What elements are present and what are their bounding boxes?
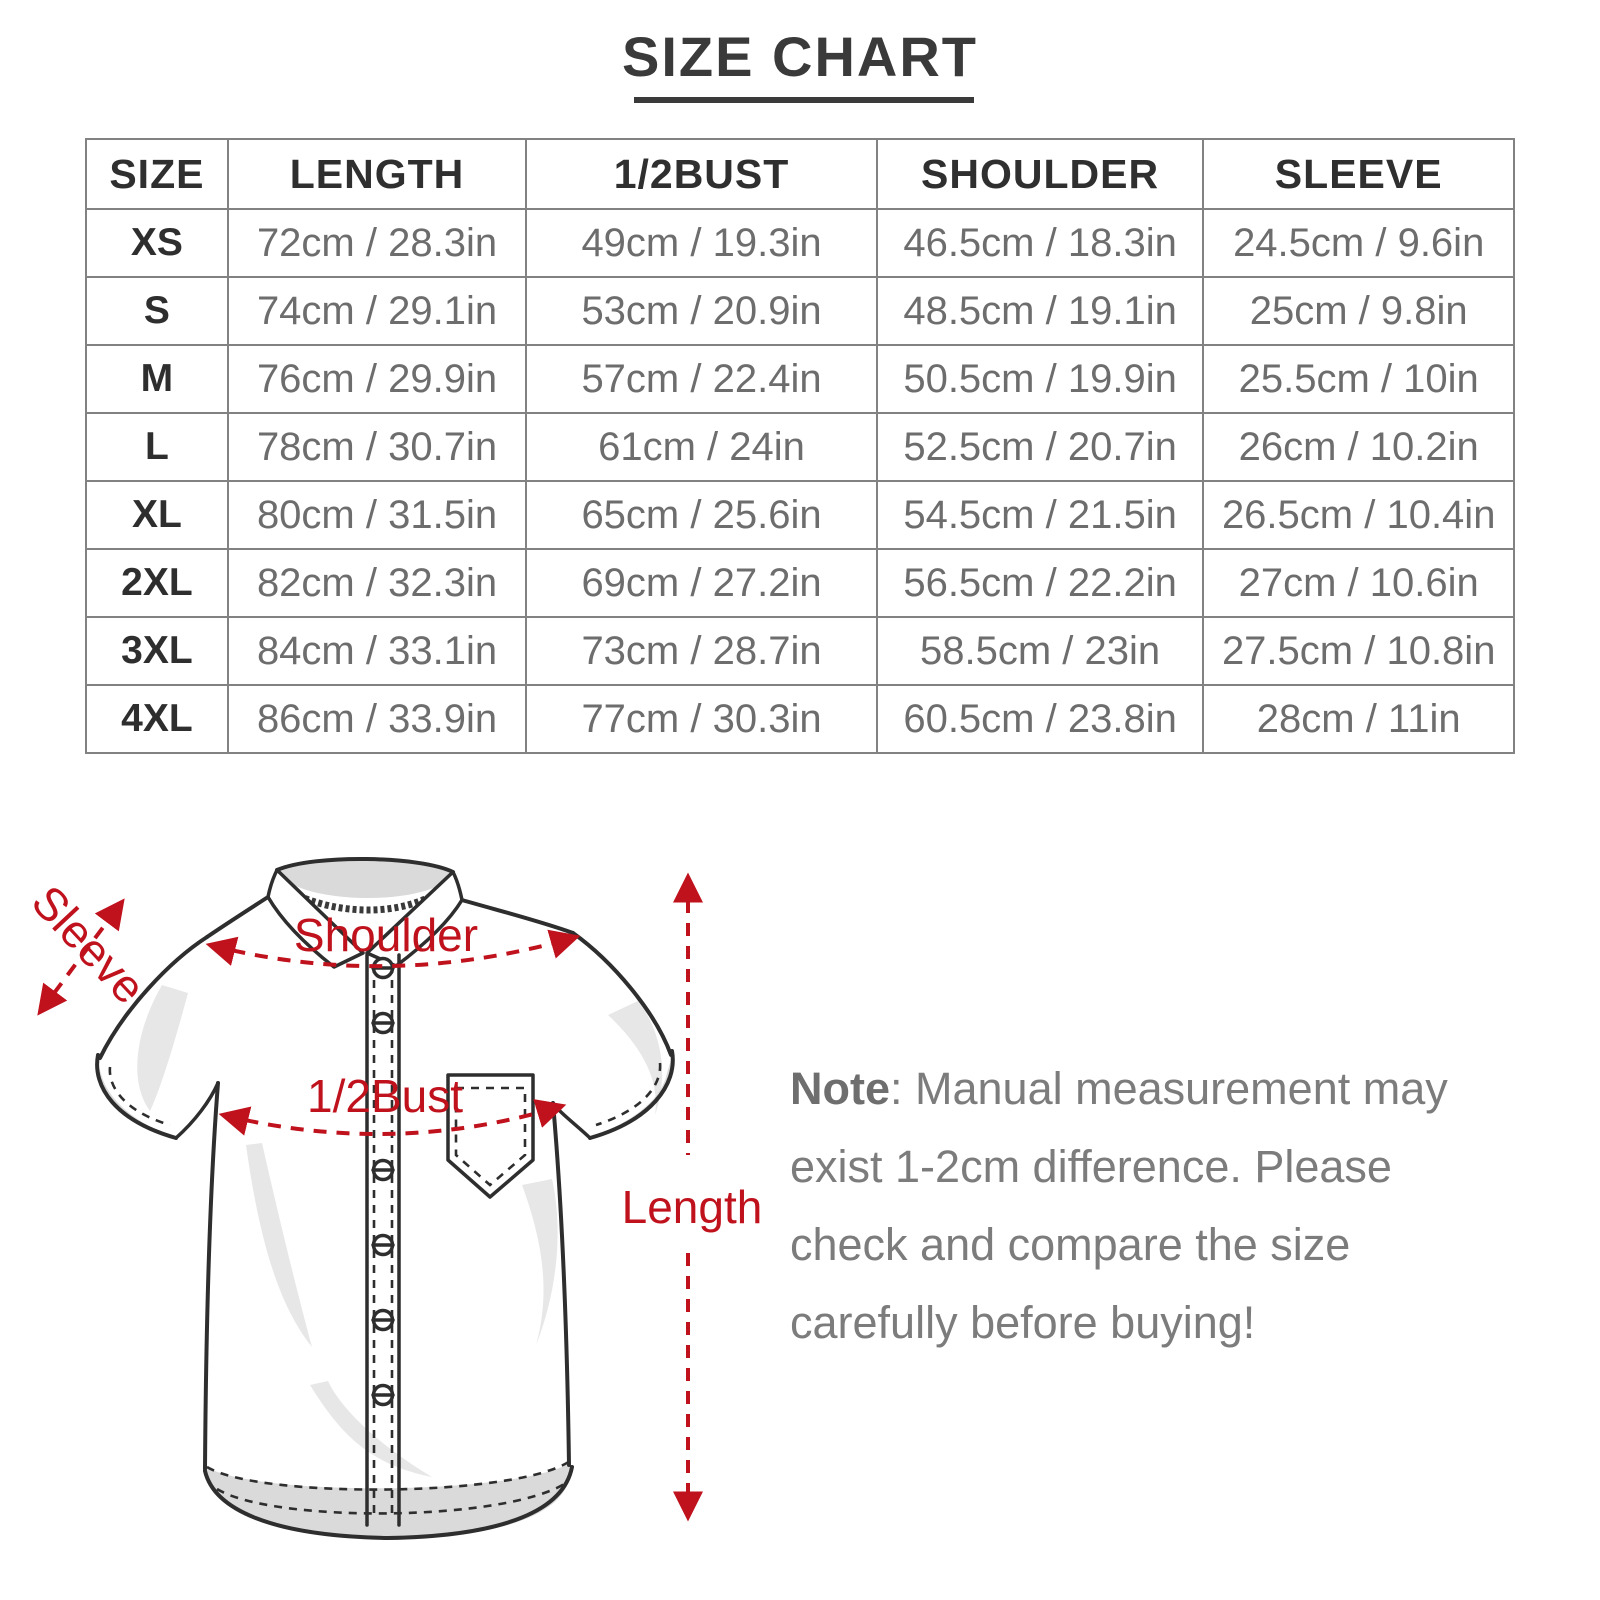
value-cell: 69cm / 27.2in	[526, 549, 877, 617]
right-shoulder-seam	[462, 900, 573, 933]
value-cell: 78cm / 30.7in	[228, 413, 526, 481]
size-cell: 4XL	[86, 685, 228, 753]
header-shoulder: SHOULDER	[877, 139, 1204, 209]
value-cell: 25.5cm / 10in	[1203, 345, 1514, 413]
body-right-edge	[553, 1103, 569, 1465]
table-row	[86, 617, 1514, 685]
value-cell: 56.5cm / 22.2in	[877, 549, 1204, 617]
value-cell: 24.5cm / 9.6in	[1203, 209, 1514, 277]
value-cell: 60.5cm / 23.8in	[877, 685, 1204, 753]
value-cell: 53cm / 20.9in	[526, 277, 877, 345]
value-cell: 82cm / 32.3in	[228, 549, 526, 617]
size-cell: M	[86, 345, 228, 413]
value-cell: 27cm / 10.6in	[1203, 549, 1514, 617]
table-row	[86, 685, 1514, 753]
value-cell: 26cm / 10.2in	[1203, 413, 1514, 481]
size-cell: 2XL	[86, 549, 228, 617]
page-title: SIZE CHART	[622, 25, 978, 88]
measurement-note	[790, 1050, 1498, 1362]
value-cell: 72cm / 28.3in	[228, 209, 526, 277]
note-text: : Manual measurement may exist 1-2cm difference. Please check and compare the size carefully before buying!	[790, 1063, 1448, 1348]
shade-left-sleeve	[137, 985, 188, 1111]
size-table	[85, 138, 1515, 754]
header-length: LENGTH	[228, 139, 526, 209]
value-cell: 77cm / 30.3in	[526, 685, 877, 753]
size-cell: XL	[86, 481, 228, 549]
table-row	[86, 549, 1514, 617]
value-cell: 25cm / 9.8in	[1203, 277, 1514, 345]
table-row	[86, 413, 1514, 481]
shade-body-lower	[310, 1381, 432, 1477]
size-cell: L	[86, 413, 228, 481]
value-cell: 73cm / 28.7in	[526, 617, 877, 685]
bust-label: 1/2Bust	[307, 1070, 463, 1122]
value-cell: 46.5cm / 18.3in	[877, 209, 1204, 277]
value-cell: 28cm / 11in	[1203, 685, 1514, 753]
sleeve-label: Sleeve	[21, 875, 156, 1014]
value-cell: 57cm / 22.4in	[526, 345, 877, 413]
length-label: Length	[621, 1181, 763, 1233]
shade-body-left	[246, 1143, 312, 1347]
value-cell: 27.5cm / 10.8in	[1203, 617, 1514, 685]
value-cell: 84cm / 33.1in	[228, 617, 526, 685]
shade-right-body	[522, 1179, 558, 1345]
value-cell: 26.5cm / 10.4in	[1203, 481, 1514, 549]
value-cell: 86cm / 33.9in	[228, 685, 526, 753]
value-cell: 58.5cm / 23in	[877, 617, 1204, 685]
size-cell: S	[86, 277, 228, 345]
shoulder-label: Shoulder	[293, 909, 479, 961]
body-left-edge	[205, 1083, 218, 1469]
note-label: Note	[790, 1063, 890, 1114]
size-cell: XS	[86, 209, 228, 277]
right-sleeve-inner-seam	[553, 1103, 590, 1138]
table-row	[86, 277, 1514, 345]
value-cell: 61cm / 24in	[526, 413, 877, 481]
value-cell: 49cm / 19.3in	[526, 209, 877, 277]
shirt-measurement-diagram	[10, 825, 770, 1585]
size-table-body	[86, 209, 1514, 753]
table-row	[86, 345, 1514, 413]
value-cell: 48.5cm / 19.1in	[877, 277, 1204, 345]
left-sleeve-inner-seam	[176, 1083, 218, 1138]
value-cell: 52.5cm / 20.7in	[877, 413, 1204, 481]
table-row	[86, 209, 1514, 277]
value-cell: 76cm / 29.9in	[228, 345, 526, 413]
header-sleeve: SLEEVE	[1203, 139, 1514, 209]
title-underline	[634, 97, 974, 103]
left-shoulder-seam	[207, 897, 268, 937]
table-row	[86, 481, 1514, 549]
value-cell: 50.5cm / 19.9in	[877, 345, 1204, 413]
value-cell: 74cm / 29.1in	[228, 277, 526, 345]
size-cell: 3XL	[86, 617, 228, 685]
header-1-2bust: 1/2BUST	[526, 139, 877, 209]
header-size: SIZE	[86, 139, 228, 209]
value-cell: 54.5cm / 21.5in	[877, 481, 1204, 549]
buttons	[373, 959, 393, 1405]
value-cell: 65cm / 25.6in	[526, 481, 877, 549]
table-header-row	[86, 139, 1514, 209]
value-cell: 80cm / 31.5in	[228, 481, 526, 549]
